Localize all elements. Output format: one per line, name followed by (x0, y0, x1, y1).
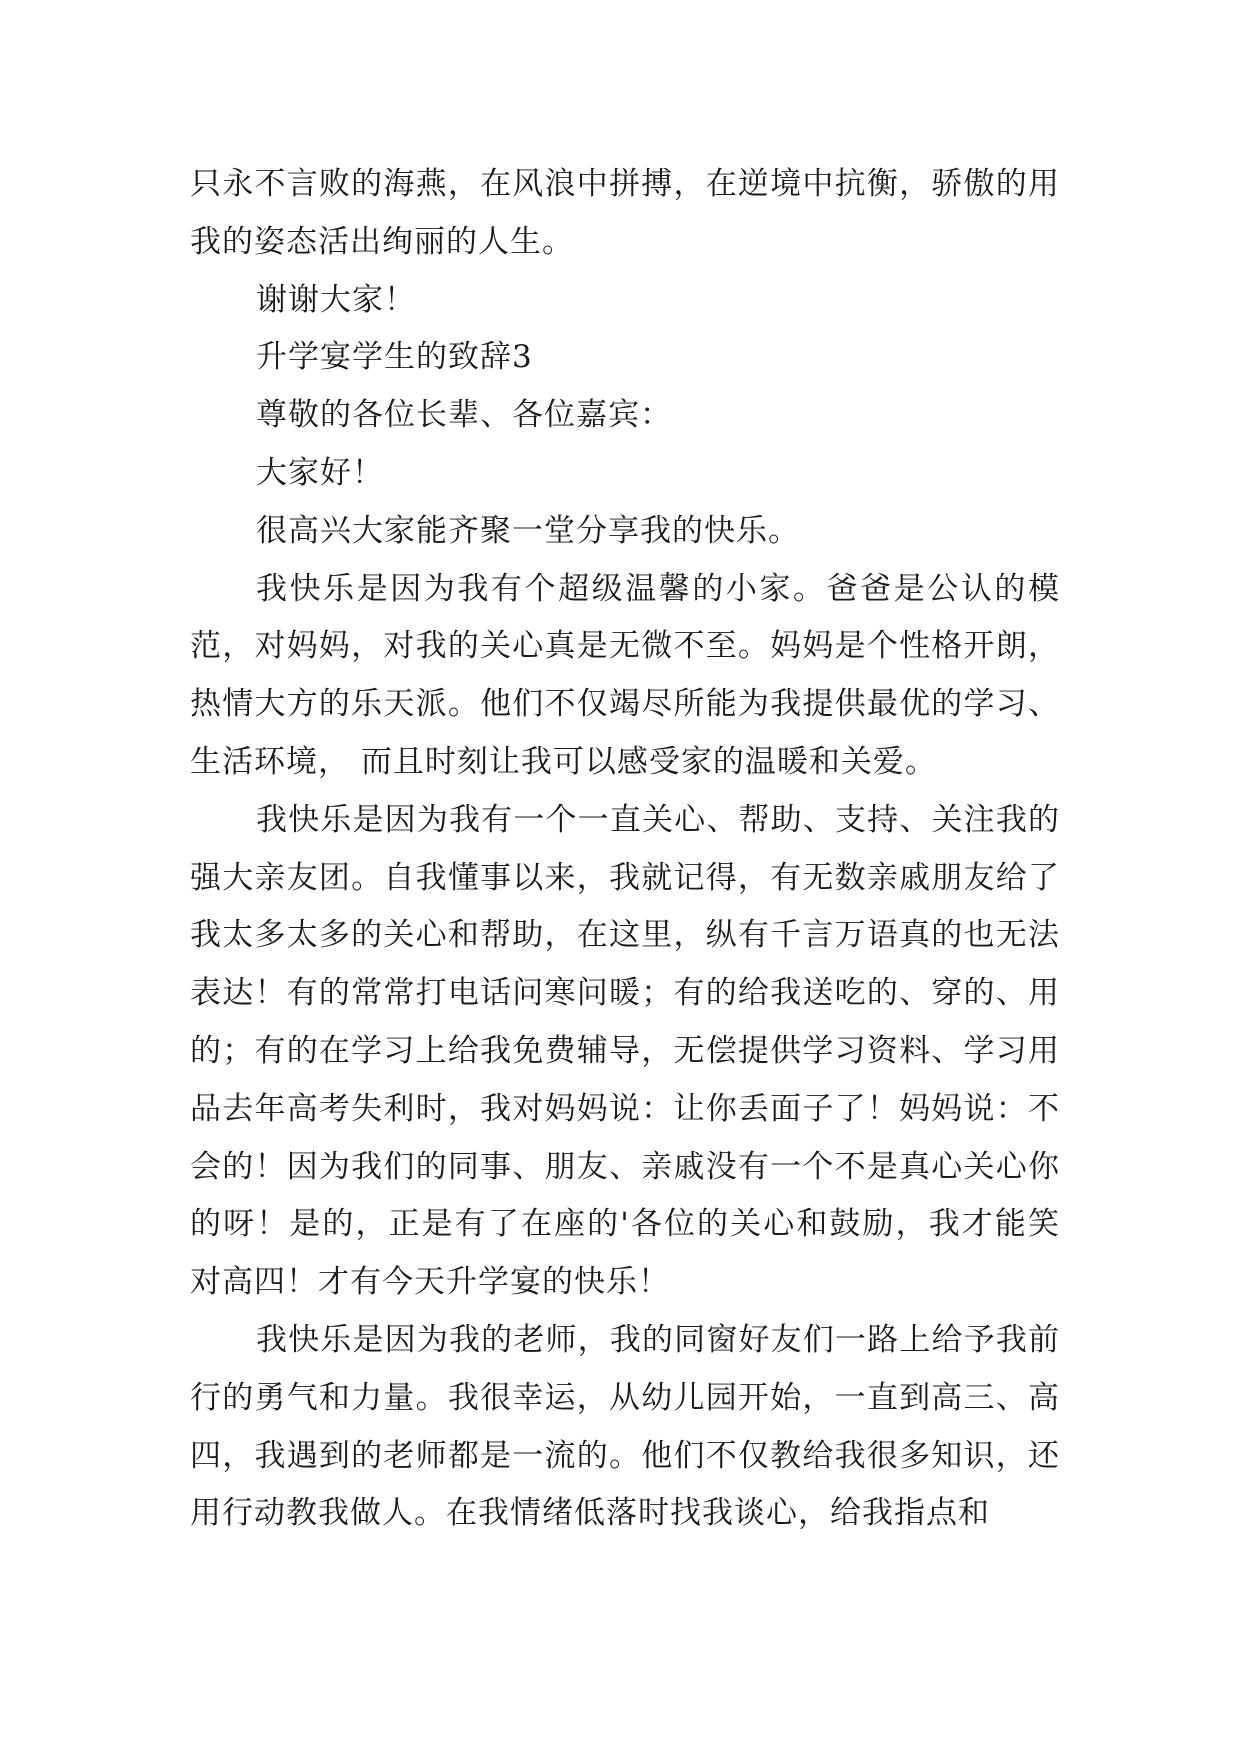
paragraph-continued: 只永不言败的海燕，在风浪中拼搏，在逆境中抗衡，骄傲的用我的姿态活出绚丽的人生。 (190, 166, 1060, 260)
salutation: 尊敬的各位长辈、各位嘉宾： (256, 397, 672, 434)
paragraph-intro: 很高兴大家能齐聚一堂分享我的快乐。 (256, 512, 800, 549)
paragraph-relatives: 我快乐是因为我有一个一直关心、帮助、支持、关注我的强大亲友团。自我懂事以来，我就记得，有无数亲戚朋友给了我太多太多的关心和帮助，在这里，纵有千言万语真的也无法表达！有的常常打电话问寒问暖；有的给我送吃的、穿的、用的；有的在学习上给我免费辅导，无偿提供学习资料、学习用品去年高考失利时，我对妈妈说：让你丢面子了！妈妈说：不会的！因为我们的同事、朋友、亲戚没有一个不是真心关心你的呀！是的，正是有了在座的'各位的关心和鼓励，我才能笑对高四！才有今天升学宴的快乐！ (190, 801, 1060, 1301)
section-heading: 升学宴学生的致辞3 (256, 339, 533, 376)
paragraph-teachers: 我快乐是因为我的老师，我的同窗好友们一路上给予我前行的勇气和力量。我很幸运，从幼儿园开始，一直到高三、高四，我遇到的老师都是一流的。他们不仅教给我很多知识，还用行动教我做人。在我情绪低落时找我谈心，给我指点和 (190, 1321, 1060, 1532)
document-body (190, 156, 1060, 1543)
paragraph-thanks: 谢谢大家！ (256, 281, 416, 318)
paragraph-family: 我快乐是因为我有个超级温馨的小家。爸爸是公认的模范，对妈妈，对我的关心真是无微不至。妈妈是个性格开朗，热情大方的乐天派。他们不仅竭尽所能为我提供最优的学习、生活环境， 而且时刻让我可以感受家的温暖和关爱。 (190, 570, 1060, 780)
greeting: 大家好！ (256, 454, 384, 491)
